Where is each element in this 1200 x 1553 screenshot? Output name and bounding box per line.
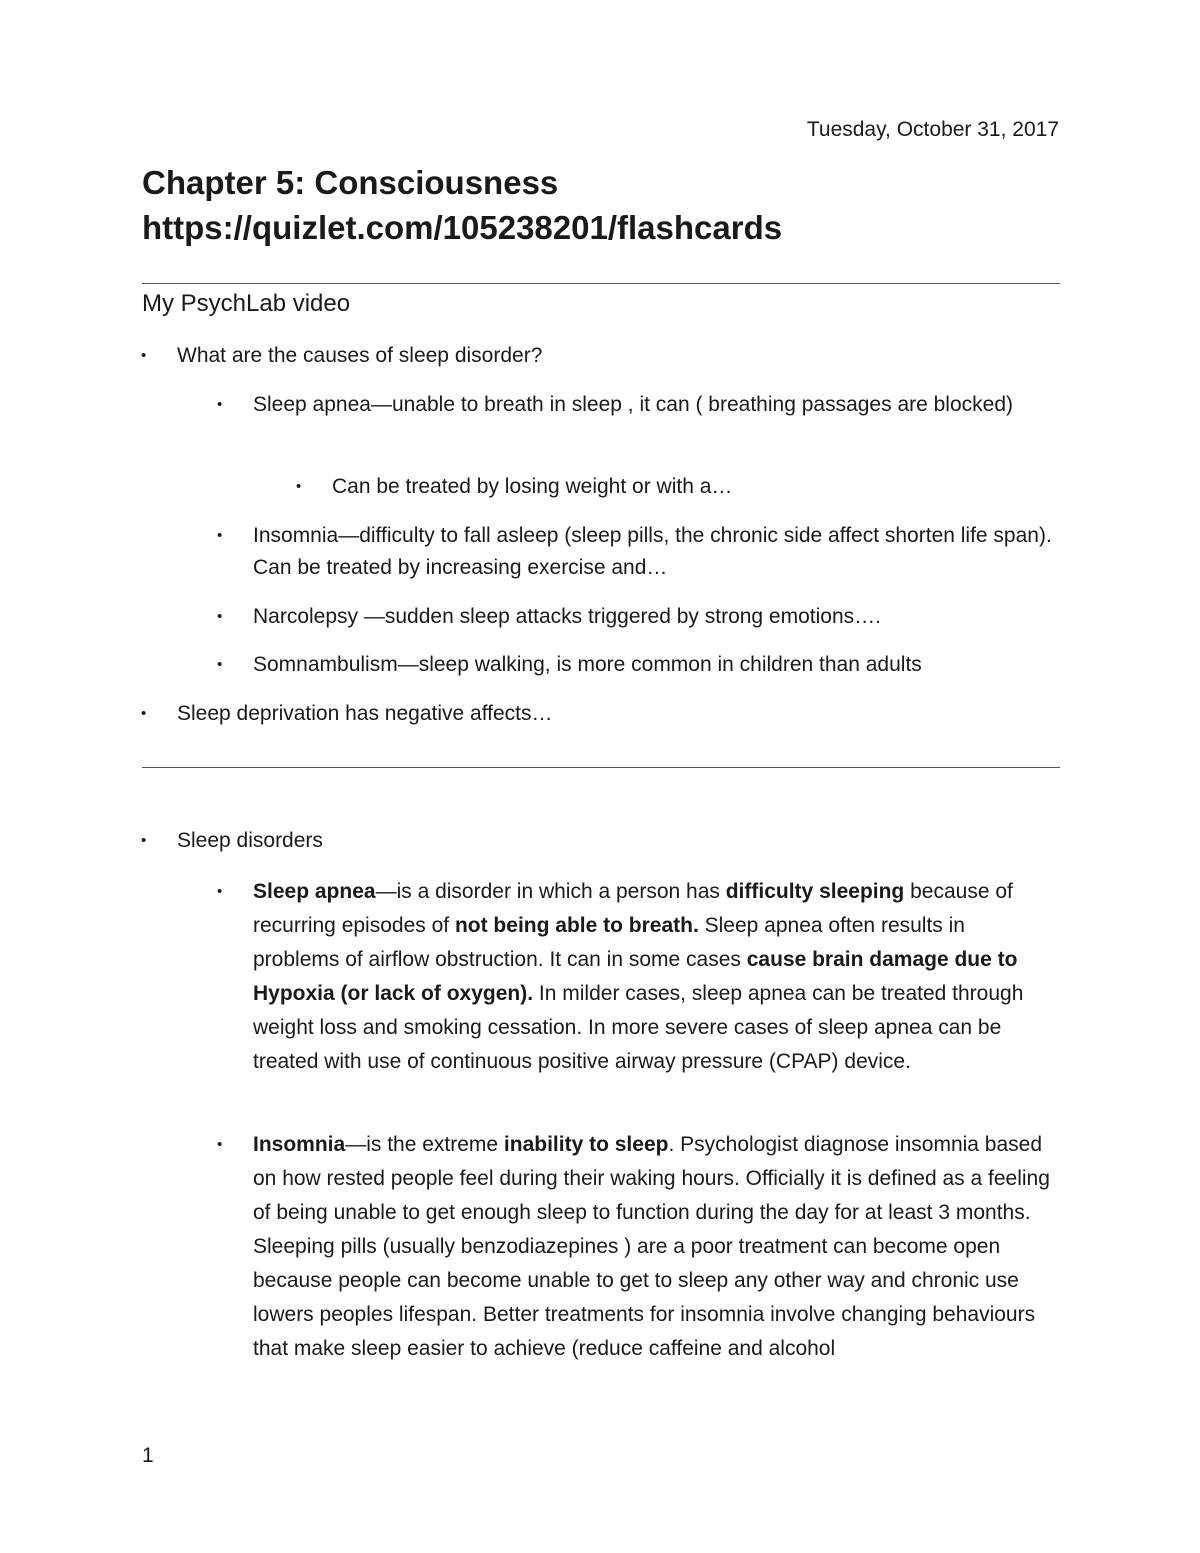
document-date: Tuesday, October 31, 2017 (806, 118, 1059, 141)
title-url: https://quizlet.com/105238201/flashcards (142, 209, 783, 246)
title-chapter: Chapter 5: Consciousness (142, 164, 559, 201)
list-item: • Narcolepsy —sudden sleep attacks triggered by strong emotions…. (253, 601, 1053, 633)
bullet-icon: • (217, 656, 223, 673)
bullet-icon: • (141, 347, 147, 364)
list-item: • Sleep deprivation has negative affects… (177, 698, 1057, 730)
bullet-icon: • (217, 883, 223, 900)
list-item: • Can be treated by losing weight or with a… (332, 471, 1032, 503)
bullet-icon: • (141, 832, 147, 849)
bullet-icon: • (217, 527, 223, 544)
list-item: • What are the causes of sleep disorder? (177, 340, 1057, 372)
list-item: • Insomnia—difficulty to fall asleep (sleep pills, the chronic side affect shorten life span). Can be treated by increasing exercise and… (253, 520, 1053, 584)
page-title (142, 160, 1082, 250)
page-number: 1 (142, 1444, 154, 1467)
list-item: • Somnambulism—sleep walking, is more common in children than adults (253, 649, 1053, 681)
section-heading: My PsychLab video (142, 290, 351, 317)
bullet-icon: • (217, 1136, 223, 1153)
list-item: • Sleep apnea—unable to breath in sleep , it can ( breathing passages are blocked) (253, 389, 1043, 421)
term-sleep-apnea: Sleep apnea (253, 880, 376, 903)
divider (142, 283, 1060, 284)
list-item: • Insomnia—is the extreme inability to sleep. Psychologist diagnose insomnia based on how rested people feel during their waking hours. Officially it is defined as a feeling of being unable to get enough sleep to function during the day for at least 3 months. Sleeping pills (usually benzodiazepines ) are a poor treatment can become open because people can become unable to get to sleep any other way and chronic use lowers peoples lifespan. Better treatments for insomnia involve changing behaviours that make sleep easier to achieve (reduce caffeine and alcohol (253, 1128, 1053, 1366)
bullet-icon: • (141, 705, 147, 722)
bullet-icon: • (217, 608, 223, 625)
bullet-icon: • (296, 478, 302, 495)
list-item: • Sleep disorders (177, 825, 1057, 857)
term-insomnia: Insomnia (253, 1133, 346, 1156)
bullet-icon: • (217, 396, 223, 413)
divider (142, 767, 1060, 768)
list-item: • Sleep apnea—is a disorder in which a person has difficulty sleeping because of recurring episodes of not being able to breath. Sleep apnea often results in problems of airflow obstruction. It can in some cases cause brain damage due to Hypoxia (or lack of oxygen). In milder cases, sleep apnea can be treated through weight loss and smoking cessation. In more severe cases of sleep apnea can be treated with use of continuous positive airway pressure (CPAP) device. (253, 875, 1053, 1079)
